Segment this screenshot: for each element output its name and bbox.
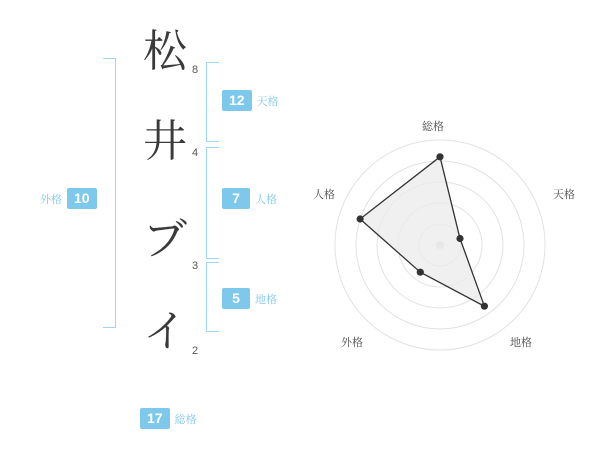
axis-label-tenkaku: 天格 [553,188,575,201]
name-char-2: 井 [143,116,187,167]
chikaku-chip [222,288,277,309]
axis-label-soukaku: 総格 [422,120,444,133]
jinkaku-bracket [206,147,219,259]
name-char-1-strokes: 8 [192,64,199,76]
gaikaku-value: 10 [67,188,97,209]
chikaku-label: 地格 [255,292,277,306]
name-char-2-strokes: 4 [192,147,199,159]
name-char-4-strokes: 2 [192,345,199,357]
name-char-4: イ [143,306,187,357]
radar-chart [300,0,600,470]
name-char-1: 松 [143,26,187,77]
axis-label-jinkaku: 人格 [313,188,335,201]
jinkaku-chip [222,188,277,209]
radar-chart-panel [300,0,600,470]
tenkaku-chip [222,90,279,111]
name-char-3-strokes: 3 [192,260,199,272]
axis-label-gaikaku: 外格 [341,336,363,349]
soukaku-chip [140,408,197,429]
gaikaku-chip [40,188,97,209]
soukaku-label: 総格 [174,412,197,426]
jinkaku-label: 人格 [255,192,277,206]
gaikaku-label: 外格 [40,192,62,206]
jinkaku-value: 7 [222,188,250,209]
gaikaku-bracket [103,58,116,328]
tenkaku-label: 天格 [256,94,279,108]
tenkaku-value: 12 [222,90,252,111]
chikaku-bracket [206,262,219,332]
tenkaku-bracket [206,62,219,142]
axis-label-chikaku: 地格 [510,336,532,349]
chikaku-value: 5 [222,288,250,309]
soukaku-value: 17 [140,408,170,429]
name-char-3: ブ [143,214,187,265]
